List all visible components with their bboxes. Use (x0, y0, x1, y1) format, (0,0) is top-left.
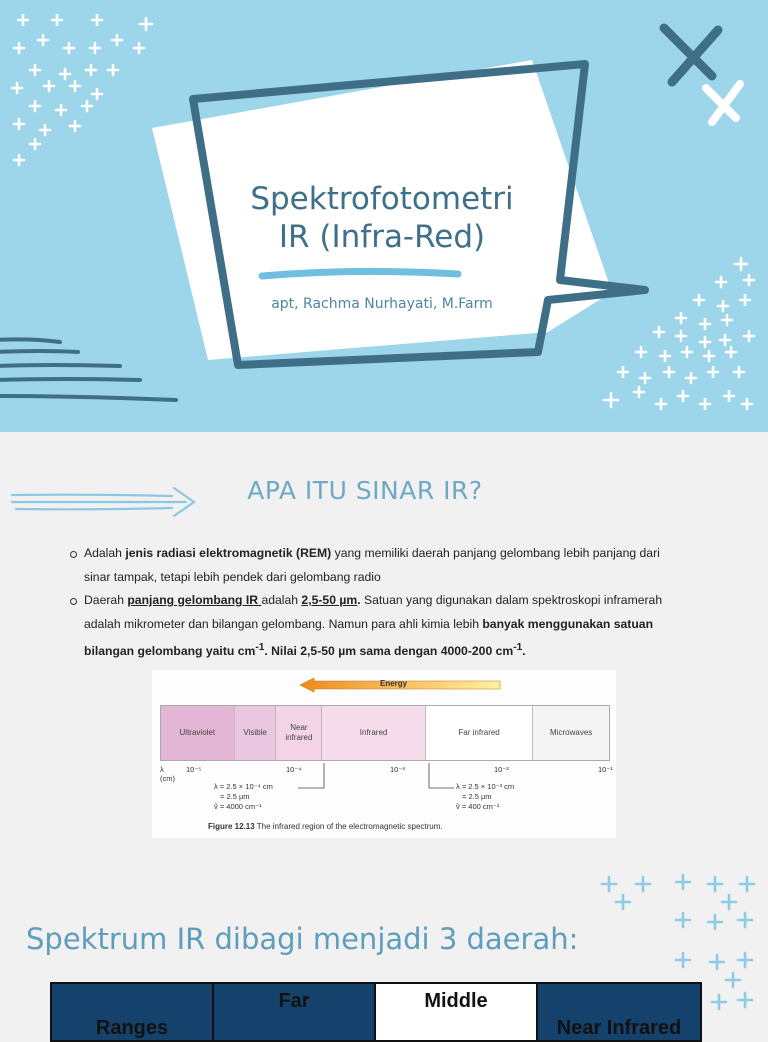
figure-leader-lines (152, 670, 616, 838)
figure-caption-label: Figure 12.13 (208, 822, 255, 831)
note-left-line-2: = 2.5 µm (220, 792, 250, 801)
band-ultraviolet: Ultraviolet (161, 706, 235, 760)
table-header-ranges: Ranges (52, 984, 214, 1040)
band-far-infrared: Far infrared (426, 706, 534, 760)
energy-label: Energy (380, 679, 408, 688)
band-microwaves: Microwaves (533, 706, 609, 760)
note-right-line-2: = 2.5 µm (462, 792, 492, 801)
table-header-near-infrared: Near Infrared (538, 984, 700, 1040)
title-line-2: IR (Infra-Red) (278, 219, 486, 255)
bullet-2-bold-1: . (357, 593, 361, 607)
bullet-2-bold-3: . Nilai 2,5-50 µm sama dengan 4000-200 cm (264, 644, 514, 659)
bullet-2-sup-1: -1 (255, 642, 265, 653)
bullet-1-text-1: Adalah (84, 546, 126, 560)
bullet-2-bold-4: . (522, 644, 526, 659)
arrow-lines-decoration (12, 488, 194, 516)
crosses-bottom-right-decoration (604, 258, 754, 409)
table-header-middle: Middle (376, 984, 538, 1040)
bullet-2-text-1: Daerah (84, 593, 128, 607)
title-line-1: Spektrofotometri (250, 181, 514, 217)
tick-4: 10⁻² (494, 765, 509, 774)
tick-2: 10⁻⁴ (286, 765, 302, 774)
figure-caption-text: The infrared region of the electromagnetic spectrum. (254, 822, 443, 831)
note-left-line-3: ṽ = 4000 cm⁻¹ (214, 802, 262, 811)
tick-1: 10⁻⁵ (186, 765, 202, 774)
bullet-1-text-2: yang memiliki daerah panjang gelombang lebih panjang dari sinar tampak, tetapi lebih pendek dari gelombang radio (84, 546, 660, 584)
figure-caption (208, 822, 443, 831)
bullet-2-text-2: adalah (261, 593, 302, 607)
bullet-item-1 (68, 542, 678, 589)
bullet-2-sup-2: -1 (513, 642, 523, 653)
dark-lines-decoration (0, 339, 176, 400)
note-right (456, 782, 514, 812)
note-right-line-1: λ = 2.5 × 10⁻³ cm (456, 782, 515, 791)
note-right-line-3: ṽ = 400 cm⁻¹ (456, 802, 500, 811)
presentation-title (222, 180, 542, 256)
title-slide (0, 0, 768, 432)
lambda-axis-label: λ (cm) (160, 765, 175, 783)
bullet-1-bold-1: jenis radiasi elektromagnetik (REM) (125, 546, 332, 560)
ir-spectrum-figure (152, 670, 616, 838)
band-infrared: Infrared (322, 706, 426, 760)
bullet-list (68, 542, 678, 664)
section-heading: APA ITU SINAR IR? (247, 476, 483, 505)
bullet-item-2 (68, 589, 678, 664)
band-near-infrared: Near infrared (276, 706, 322, 760)
ir-regions-table (50, 982, 702, 1042)
crosses-top-left-decoration (12, 15, 152, 165)
table-header-far: Far (214, 984, 376, 1040)
band-visible: Visible (235, 706, 277, 760)
x-marks-decoration (664, 28, 740, 122)
spectrum-subheading: Spektrum IR dibagi menjadi 3 daerah: (26, 922, 579, 956)
bullet-2-bold-2: banyak menggunakan satuan bilangan gelombang yaitu cm (84, 616, 654, 659)
note-left-line-1: λ = 2.5 × 10⁻⁴ cm (214, 782, 273, 791)
tick-3: 10⁻³ (390, 765, 405, 774)
author-name: apt, Rachma Nurhayati, M.Farm (271, 296, 493, 312)
bullet-2-underline-2: 2,5-50 µm (301, 593, 358, 607)
content-slide (0, 432, 768, 1039)
bullet-2-text-3: Satuan yang digunakan dalam spektroskopi inframerah adalah mikrometer dan bilangan gelombang. Namun para ahli kimia lebih (84, 593, 663, 631)
tick-5: 10⁻¹ (598, 765, 613, 774)
note-left (214, 782, 273, 812)
bullet-2-underline-1: panjang gelombang IR (127, 593, 262, 607)
